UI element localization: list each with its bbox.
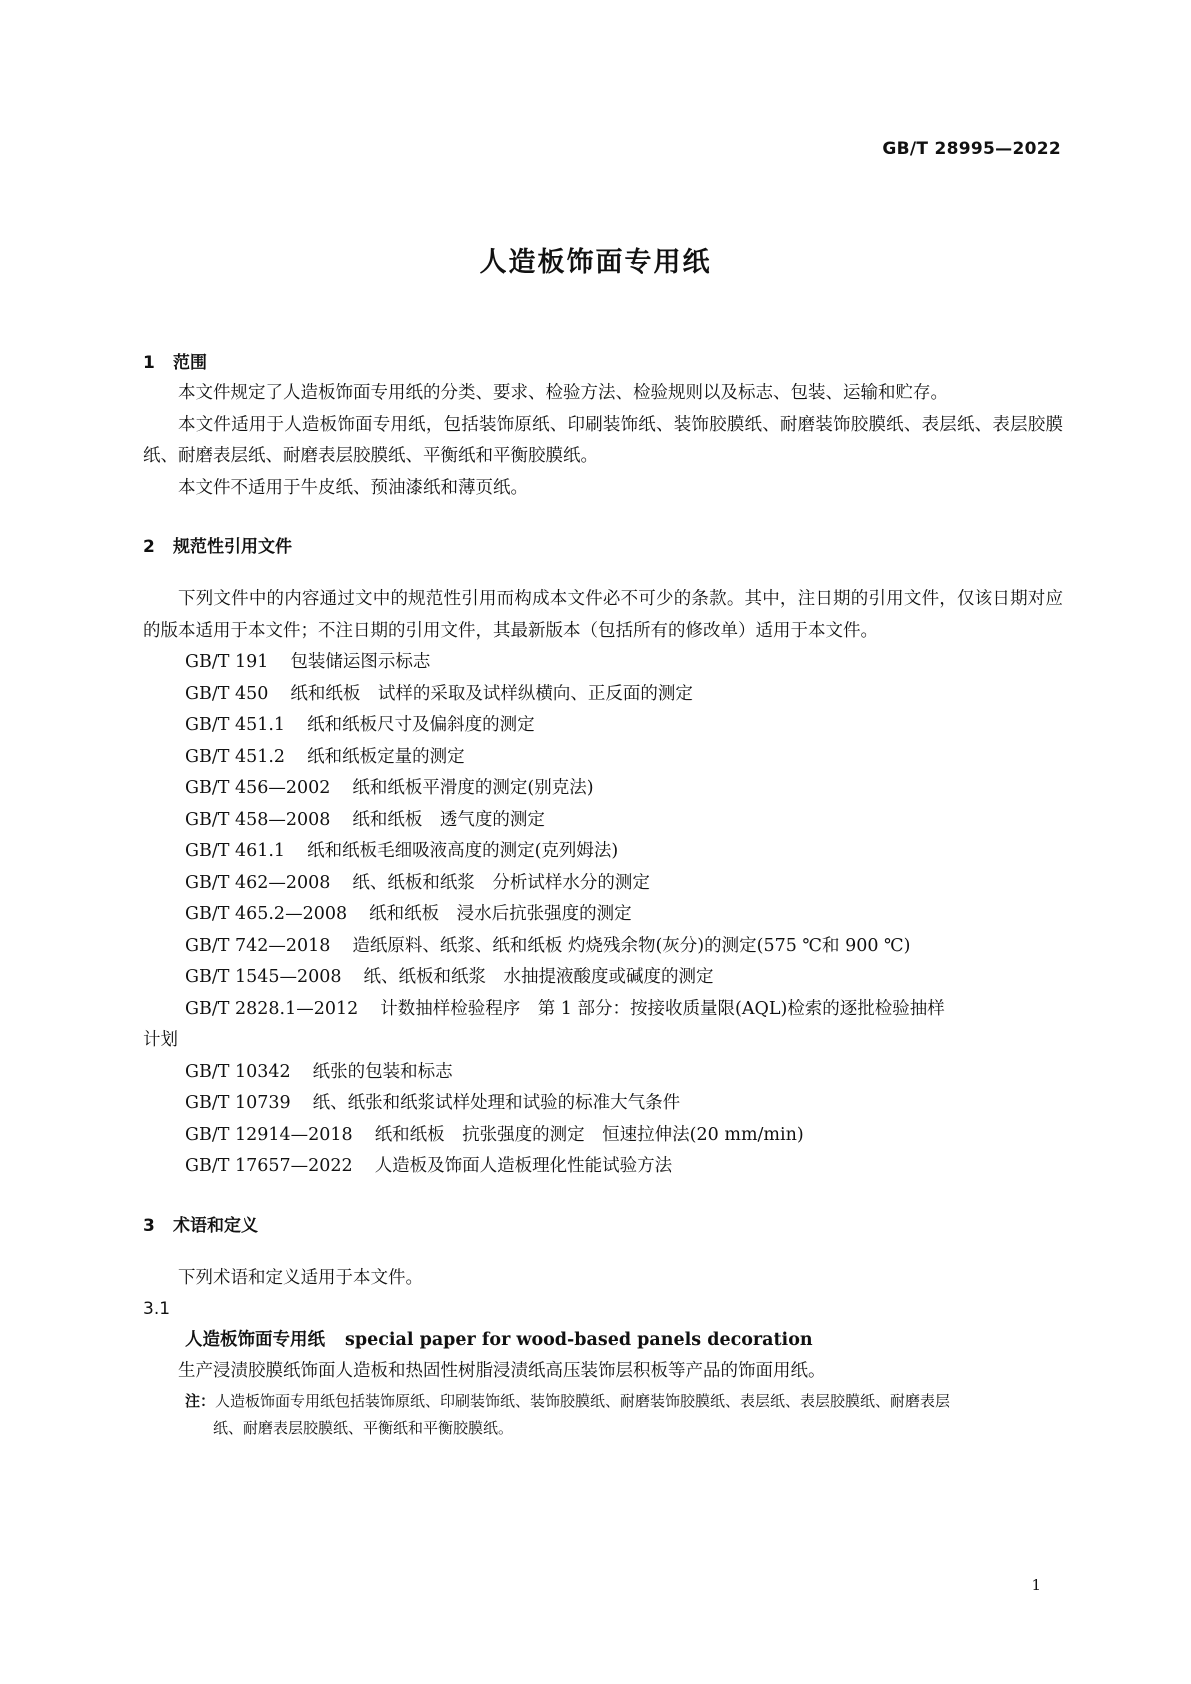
reference-title: 纸和纸板平滑度的测定(别克法)	[352, 778, 594, 798]
reference-item	[143, 994, 1063, 1057]
standard-number: GB/T 28995—2022	[882, 139, 1061, 159]
page-number: 1	[1031, 1576, 1041, 1594]
reference-title: 纸和纸板毛细吸液高度的测定(克列姆法)	[307, 841, 619, 861]
term-name-chinese: 人造板饰面专用纸	[185, 1330, 325, 1350]
reference-item	[143, 899, 1063, 931]
section-3-heading	[143, 1211, 1063, 1241]
reference-item	[143, 962, 1063, 994]
paragraph: 本文件不适用于牛皮纸、预油漆纸和薄页纸。	[178, 477, 528, 498]
term-entry	[143, 1325, 1063, 1356]
reference-code: GB/T 1545—2008	[185, 967, 342, 987]
reference-code: GB/T 12914—2018	[185, 1124, 353, 1145]
term-note	[143, 1388, 1063, 1442]
reference-title: 造纸原料、纸浆、纸和纸板 灼烧残余物(灰分)的测定(575 ℃和 900 ℃)	[352, 935, 911, 956]
note-text-continuation: 纸、耐磨表层胶膜纸、平衡纸和平衡胶膜纸。	[213, 1418, 514, 1437]
reference-code: GB/T 450	[185, 683, 269, 704]
reference-title: 纸和纸板尺寸及偏斜度的测定	[307, 715, 535, 735]
term-name-english: special paper for wood-based panels decoration	[345, 1330, 813, 1350]
reference-item	[143, 1057, 1063, 1089]
section-number: 2	[143, 537, 155, 557]
reference-item	[143, 773, 1063, 805]
section-number: 3	[143, 1215, 155, 1236]
reference-title: 纸张的包装和标志	[312, 1061, 453, 1082]
reference-code: GB/T 458—2008	[185, 809, 331, 830]
reference-list	[143, 647, 1063, 1183]
reference-item	[143, 931, 1063, 963]
paragraph: 下列文件中的内容通过文中的规范性引用而构成本文件必不可少的条款。其中，注日期的引用文件，仅该日期对应的版本适用于本文件；不注日期的引用文件，其最新版本（包括所有的修改单）适用于本文件。	[143, 589, 1063, 641]
reference-code: GB/T 451.1	[185, 715, 286, 735]
reference-item	[143, 1088, 1063, 1120]
reference-code: GB/T 465.2—2008	[185, 904, 348, 924]
term-definition: 生产浸渍胶膜纸饰面人造板和热固性树脂浸渍纸高压装饰层积板等产品的饰面用纸。	[178, 1361, 826, 1381]
paragraph: 本文件规定了人造板饰面专用纸的分类、要求、检验方法、检验规则以及标志、包装、运输和贮存。	[178, 383, 948, 403]
reference-code: GB/T 462—2008	[185, 872, 331, 893]
reference-code: GB/T 456—2002	[185, 778, 331, 798]
reference-title: 纸和纸板定量的测定	[307, 746, 465, 767]
reference-item	[143, 868, 1063, 900]
reference-title: 纸、纸张和纸浆试样处理和试验的标准大气条件	[312, 1093, 681, 1113]
reference-code: GB/T 461.1	[185, 841, 286, 861]
reference-item	[143, 679, 1063, 711]
reference-title: 纸、纸板和纸浆 水抽提液酸度或碱度的测定	[363, 967, 714, 987]
reference-code: GB/T 742—2018	[185, 935, 331, 956]
reference-code: GB/T 17657—2022	[185, 1156, 353, 1176]
reference-title: 纸和纸板 浸水后抗张强度的测定	[369, 904, 632, 924]
reference-item	[143, 742, 1063, 774]
note-label: 注：	[185, 1391, 216, 1410]
note-text: 人造板饰面专用纸包括装饰原纸、印刷装饰纸、装饰胶膜纸、耐磨装饰胶膜纸、表层纸、表层胶膜纸、耐磨表层	[215, 1391, 951, 1410]
reference-title: 纸和纸板 试样的采取及试样纵横向、正反面的测定	[290, 683, 693, 704]
reference-title: 计数抽样检验程序 第 1 部分：按接收质量限(AQL)检索的逐批检验抽样	[380, 998, 945, 1019]
reference-code: GB/T 191	[185, 652, 269, 672]
section-1-heading	[143, 348, 1063, 378]
reference-item	[143, 710, 1063, 742]
reference-code: GB/T 10342	[185, 1061, 291, 1082]
section-title: 术语和定义	[173, 1215, 258, 1236]
reference-title: 包装储运图示标志	[290, 652, 431, 672]
reference-item	[143, 1151, 1063, 1183]
section-title: 范围	[173, 353, 207, 373]
reference-title: 人造板及饰面人造板理化性能试验方法	[374, 1156, 673, 1176]
section-title: 规范性引用文件	[173, 537, 292, 557]
reference-item	[143, 647, 1063, 679]
document-body	[143, 348, 1063, 1442]
document-title: 人造板饰面专用纸	[479, 247, 712, 278]
paragraph: 下列术语和定义适用于本文件。	[178, 1267, 423, 1288]
reference-code: GB/T 451.2	[185, 746, 286, 767]
term-number: 3.1	[143, 1299, 171, 1319]
reference-item	[143, 1120, 1063, 1152]
reference-title-continuation: 计划	[143, 1030, 178, 1050]
reference-title: 纸、纸板和纸浆 分析试样水分的测定	[352, 872, 650, 893]
section-number: 1	[143, 353, 155, 373]
section-2-heading	[143, 532, 1063, 562]
paragraph: 本文件适用于人造板饰面专用纸，包括装饰原纸、印刷装饰纸、装饰胶膜纸、耐磨装饰胶膜纸、表层纸、表层胶膜纸、耐磨表层纸、耐磨表层胶膜纸、平衡纸和平衡胶膜纸。	[143, 414, 1063, 466]
reference-item	[143, 836, 1063, 868]
reference-code: GB/T 2828.1—2012	[185, 998, 359, 1019]
reference-title: 纸和纸板 透气度的测定	[352, 809, 545, 830]
reference-title: 纸和纸板 抗张强度的测定 恒速拉伸法(20 mm/min)	[374, 1124, 804, 1145]
reference-code: GB/T 10739	[185, 1093, 291, 1113]
reference-item	[143, 805, 1063, 837]
